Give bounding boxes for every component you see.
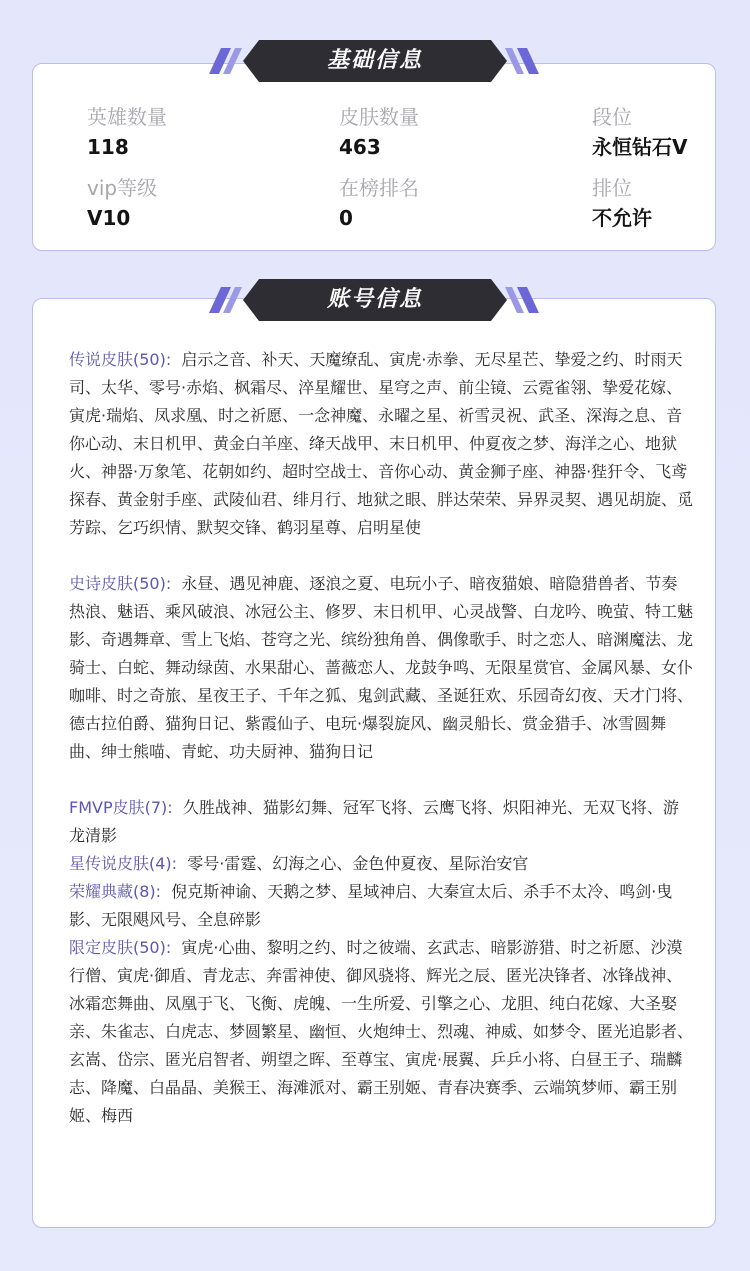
category-name: 星传说皮肤(4): [69,854,178,873]
stat-value: V10 [87,206,131,230]
skin-category-limited [69,934,693,1130]
category-name: 传说皮肤(50): [69,350,172,369]
stat-skin-count [339,102,419,162]
account-info-card [32,298,716,1228]
stat-value: 0 [339,206,353,230]
stat-label: vip等级 [87,176,158,200]
category-items: 倪克斯神谕、天鹅之梦、星域神启、大秦宣太后、杀手不太冷、鸣剑·曳影、无限飓风号、全息碎影 [69,882,673,929]
section-title: 账号信息 [326,287,423,312]
stat-label: 排位 [592,176,632,200]
section-banner-basic [205,38,545,84]
category-name: FMVP皮肤(7): [69,798,173,817]
basic-info-card [32,63,716,251]
category-items: 寅虎·心曲、黎明之约、时之彼端、玄武志、暗影游猎、时之祈愿、沙漠行僧、寅虎·御盾、青龙志、奔雷神使、御风骁将、辉光之辰、匿光决锋者、冰锋战神、冰霜恋舞曲、凤凰于飞、飞衡、虎魄、一生所爱、引擎之心、龙胆、纯白花嫁、大圣娶亲、朱雀志、白虎志、梦圆繁星、幽恒、火炮绅士、烈魂、神威、如梦令、匿光追影者、玄嵩、岱宗、匿光启智者、朔望之晖、至尊宝、寅虎·展翼、乒乒小将、白昼王子、瑞麟志、降魔、白晶晶、美猴王、海滩派对、霸王别姬、青春决赛季、云端筑梦师、霸王别姬、梅西 [69,938,694,1125]
stat-value: 118 [87,135,129,159]
stat-vip-level [87,173,157,233]
stat-ranked-allowed [592,173,652,233]
section-banner-account [205,277,545,323]
stat-leaderboard-rank [339,173,419,233]
skin-category-fmvp [69,794,693,850]
category-name: 史诗皮肤(50): [69,574,172,593]
stat-label: 皮肤数量 [339,105,419,129]
skin-list [69,346,693,1130]
stat-hero-count [87,102,167,162]
skin-category-glory-collection [69,878,693,934]
category-items: 零号·雷霆、幻海之心、金色仲夏夜、星际治安官 [187,854,529,873]
stat-label: 英雄数量 [87,105,167,129]
skin-category-legendary [69,346,693,542]
category-name: 荣耀典藏(8): [69,882,162,901]
category-items: 久胜战神、猫影幻舞、冠军飞将、云鹰飞将、炽阳神光、无双飞将、游龙清影 [69,798,679,845]
spacer [69,542,693,570]
stat-label: 在榜排名 [339,176,419,200]
stat-value: 463 [339,135,381,159]
skin-category-epic [69,570,693,766]
category-items: 启示之音、补天、天魔缭乱、寅虎·赤拳、无尽星芒、挚爱之约、时雨天司、太华、零号·赤焰、枫霜尽、淬星耀世、星穹之声、前尘镜、云霓雀翎、挚爱花嫁、寅虎·瑞焰、凤求凰、时之祈愿、一念神魔、永曜之星、祈雪灵祝、武圣、深海之息、音你心动、末日机甲、黄金白羊座、绛天战甲、末日机甲、仲夏夜之梦、海洋之心、地狱火、神器·万象笔、花朝如约、超时空战士、音你心动、黄金狮子座、神器·狴犴令、飞鸢探春、黄金射手座、武陵仙君、绯月行、地狱之眼、胖达荣荣、异界灵契、遇见胡旋、觅芳踪、乞巧织情、默契交锋、鹤羽星尊、启明星使 [69,350,694,537]
skin-category-star-legend [69,850,693,878]
section-title: 基础信息 [326,48,423,73]
stat-value: 不允许 [592,206,652,230]
stat-value: 永恒钻石V [592,135,688,159]
category-items: 永昼、遇见神鹿、逐浪之夏、电玩小子、暗夜猫娘、暗隐猎兽者、节奏热浪、魅语、乘风破浪、冰冠公主、修罗、末日机甲、心灵战警、白龙吟、晚萤、特工魅影、奇遇舞章、雪上飞焰、苍穹之光、缤纷独角兽、偶像歌手、时之恋人、暗渊魔法、龙骑士、白蛇、舞动绿茵、水果甜心、蔷薇恋人、龙鼓争鸣、无限星赏官、金属风暴、女仆咖啡、时之奇旅、星夜王子、千年之狐、鬼剑武藏、圣诞狂欢、乐园奇幻夜、天才门将、德古拉伯爵、猫狗日记、紫霞仙子、电玩·爆裂旋风、幽灵船长、赏金猎手、冰雪圆舞曲、绅士熊喵、青蛇、功夫厨神、猫狗日记 [69,574,694,761]
spacer [69,766,693,794]
category-name: 限定皮肤(50): [69,938,172,957]
stat-rank-tier [592,102,687,162]
stat-label: 段位 [592,105,632,129]
